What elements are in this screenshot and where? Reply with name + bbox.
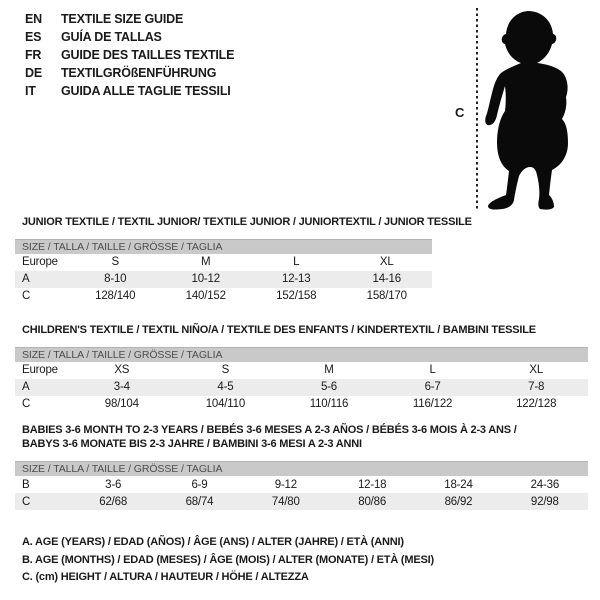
size-value-cell: 116/122 [412,398,453,410]
babies-size-table [15,476,588,510]
size-value-cell: 24-36 [530,478,560,491]
row-label-cell: Europe [22,256,58,268]
table-row [15,271,432,288]
size-value-cell: 6-7 [381,379,485,396]
row-label-cell: C [22,290,31,302]
size-value-cell: 80/86 [329,493,415,510]
size-value-cell: 4-5 [174,379,278,396]
table-row [15,396,588,413]
size-value-cell: L [429,364,436,376]
size-value-cell: 5-6 [277,379,381,396]
size-value-cell: 104/110 [205,398,246,410]
language-row [25,10,234,28]
section-junior-textile [15,216,472,305]
section-title: BABIES 3-6 MONTH TO 2-3 YEARS / BEBÉS 3-6 MESES A 2-3 AÑOS / BÉBÉS 3-6 MOIS À 2-3 ANS / [22,424,517,436]
row-label-cell: B [22,478,30,491]
legend-notes [22,534,434,587]
language-row [25,64,234,82]
language-code: IT [25,84,36,98]
size-value-cell: XS [114,364,130,376]
size-value-cell: 122/128 [516,398,557,410]
size-value-cell: 9-12 [274,478,297,491]
size-value-cell: 152/158 [276,290,317,302]
size-value-cell: 14-16 [342,271,433,288]
language-row [25,46,234,64]
size-value-cell: M [324,364,334,376]
language-code: FR [25,48,42,62]
table-row [15,362,588,379]
size-value-cell: 10-12 [161,271,252,288]
size-value-cell: 128/140 [95,290,136,302]
size-header-bar: SIZE / TALLA / TAILLE / GRÖSSE / TAGLIA [15,461,588,476]
note-age-years: A. AGE (YEARS) / EDAD (AÑOS) / ÂGE (ANS) / ALTER (JAHRE) / ETÀ (ANNI) [22,536,404,548]
size-value-cell: S [221,364,230,376]
children-size-table [15,362,588,413]
size-value-cell: 140/152 [185,290,226,302]
section-title: JUNIOR TEXTILE / TEXTIL JUNIOR/ TEXTILE JUNIOR / JUNIORTEXTIL / JUNIOR TESSILE [22,216,472,228]
size-value-cell: 7-8 [484,379,588,396]
row-label-cell: Europe [22,364,58,376]
size-value-cell: M [201,256,211,268]
height-dotted-line-icon [476,8,478,211]
size-value-cell: XL [379,256,394,268]
toddler-silhouette-icon [484,9,572,212]
size-value-cell: S [111,256,119,268]
note-age-months: B. AGE (MONTHS) / EDAD (MESES) / ÂGE (MOIS) / ALTER (MONATE) / ETÀ (MESI) [22,553,434,566]
size-header-bar: SIZE / TALLA / TAILLE / GRÖSSE / TAGLIA [15,239,432,254]
language-title-list [25,10,234,100]
height-measure-figure [440,8,590,214]
size-value-cell: 18-24 [444,478,473,491]
size-value-cell: 86/92 [415,493,501,510]
table-row [15,493,588,510]
row-label-cell: A [15,379,70,396]
language-code: EN [25,12,42,26]
language-code: ES [25,30,42,44]
section-children-textile [15,324,588,413]
language-row [25,82,234,100]
size-value-cell: 92/98 [502,493,588,510]
guide-title: GUÍA DE TALLAS [61,30,162,44]
guide-title: GUIDE DES TAILLES TEXTILE [61,48,235,62]
size-value-cell: 12-18 [357,478,387,491]
size-value-cell: 8-10 [70,271,161,288]
language-row [25,28,234,46]
language-code: DE [25,66,42,80]
size-value-cell: 3-4 [70,379,174,396]
table-row [15,379,588,396]
size-value-cell: 68/74 [156,493,242,510]
size-value-cell: 62/68 [70,493,156,510]
row-label-cell: C [15,493,70,510]
size-header-bar: SIZE / TALLA / TAILLE / GRÖSSE / TAGLIA [15,347,588,362]
table-row [15,254,432,271]
size-value-cell: 12-13 [251,271,342,288]
row-label-cell: C [22,398,31,410]
section-babies-textile [15,424,588,510]
section-title-line2: BABYS 3-6 MONATE BIS 2-3 JAHRE / BAMBINI 3-6 MESI A 2-3 ANNI [22,437,362,450]
table-row [15,288,432,305]
size-value-cell: XL [529,364,544,376]
section-title: CHILDREN'S TEXTILE / TEXTIL NIÑO/A / TEXTILE DES ENFANTS / KINDERTEXTIL / BAMBINI TESSILE [22,324,536,336]
row-label-cell: A [15,271,70,288]
guide-title: GUIDA ALLE TAGLIE TESSILI [61,84,231,98]
junior-size-table [15,254,432,305]
size-value-cell: 74/80 [243,493,329,510]
height-measure-label: C [455,105,465,120]
size-value-cell: 98/104 [104,398,139,410]
size-value-cell: 3-6 [105,478,122,491]
size-value-cell: 158/170 [366,290,407,302]
guide-title: TEXTILE SIZE GUIDE [61,12,184,26]
guide-title: TEXTILGRÖßENFÜHRUNG [61,66,217,80]
size-value-cell: L [293,256,300,268]
table-row [15,476,588,493]
size-value-cell: 110/116 [309,398,349,410]
note-height-cm: C. (cm) HEIGHT / ALTURA / HAUTEUR / HÖHE / ALTEZZA [22,571,309,583]
size-value-cell: 6-9 [191,478,208,491]
